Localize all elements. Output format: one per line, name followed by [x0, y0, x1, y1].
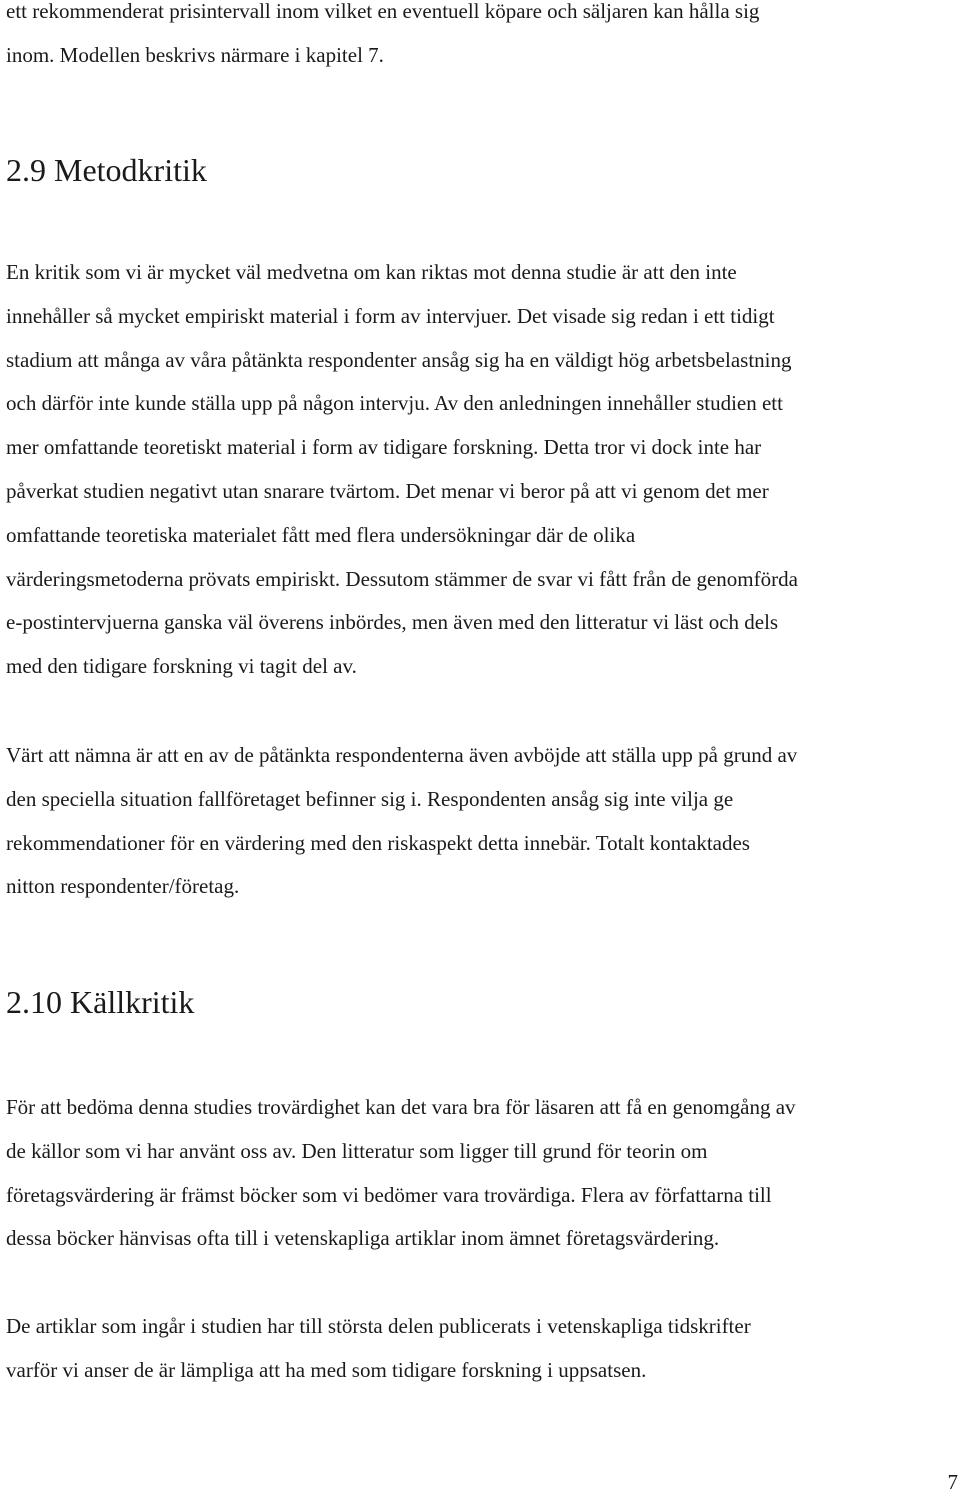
- metodkritik-paragraph-1: [6, 251, 958, 689]
- kallkritik-paragraph-1: [6, 1086, 958, 1261]
- kallkritik-paragraph-2: [6, 1305, 958, 1393]
- text-line: e-postintervjuerna ganska väl överens inbördes, men även med den litteratur vi läst och dels: [6, 610, 779, 635]
- section-heading: 2.10 Källkritik: [6, 984, 195, 1020]
- page-number: 7: [947, 1470, 958, 1494]
- text-line: För att bedöma denna studies trovärdighet kan det vara bra för läsaren att få en genomgång av: [6, 1095, 796, 1119]
- text-line: rekommendationer för en värdering med den riskaspekt detta innebär. Totalt kontaktades: [6, 830, 750, 855]
- text-line: mer omfattande teoretiskt material i form av tidigare forskning. Detta tror vi dock inte har: [6, 435, 762, 460]
- text-line: dessa böcker hänvisas ofta till i vetenskapliga artiklar inom ämnet företagsvärdering.: [6, 1226, 720, 1251]
- text-line: omfattande teoretiska materialet fått med flera undersökningar där de olika: [6, 522, 636, 547]
- section-heading-metodkritik: [6, 150, 958, 190]
- section-heading: 2.9 Metodkritik: [6, 152, 207, 188]
- text-line: stadium att många av våra påtänkta respondenter ansåg sig ha en väldigt hög arbetsbelastning: [6, 347, 792, 372]
- text-line: värderingsmetoderna prövats empiriskt. Dessutom stämmer de svar vi fått från de genomförda: [6, 566, 798, 591]
- text-line: nitton respondenter/företag.: [6, 874, 240, 899]
- text-line: innehåller så mycket empiriskt material i form av intervjuer. Det visade sig redan i ett tidigt: [6, 303, 775, 328]
- text-line: den speciella situation fallföretaget befinner sig i. Respondenten ansåg sig inte vilja ge: [6, 786, 734, 811]
- metodkritik-paragraph-2: [6, 734, 958, 909]
- text-line: påverkat studien negativt utan snarare tvärtom. Det menar vi beror på att vi genom det mer: [6, 478, 769, 503]
- text-line: De artiklar som ingår i studien har till största delen publicerats i vetenskapliga tidskrifter: [6, 1314, 751, 1338]
- text-line: med den tidigare forskning vi tagit del av.: [6, 654, 357, 679]
- text-line: företagsvärdering är främst böcker som vi bedömer vara trovärdiga. Flera av författarna till: [6, 1182, 772, 1207]
- text-line: inom. Modellen beskrivs närmare i kapitel 7.: [6, 42, 384, 67]
- text-line: Värt att nämna är att en av de påtänkta respondenterna även avböjde att ställa upp på grund av: [6, 743, 798, 767]
- text-line: varför vi anser de är lämpliga att ha med som tidigare forskning i uppsatsen.: [6, 1357, 647, 1382]
- section-heading-kallkritik: [6, 982, 958, 1022]
- text-line: ett rekommenderat prisintervall inom vilket en eventuell köpare och säljaren kan hålla sig: [6, 0, 760, 23]
- text-line: En kritik som vi är mycket väl medvetna om kan riktas mot denna studie är att den inte: [6, 260, 737, 284]
- text-line: de källor som vi har använt oss av. Den litteratur som ligger till grund för teorin om: [6, 1138, 708, 1163]
- text-line: och därför inte kunde ställa upp på någon intervju. Av den anledningen innehåller studien ett: [6, 391, 783, 416]
- intro-paragraph: [6, 0, 958, 78]
